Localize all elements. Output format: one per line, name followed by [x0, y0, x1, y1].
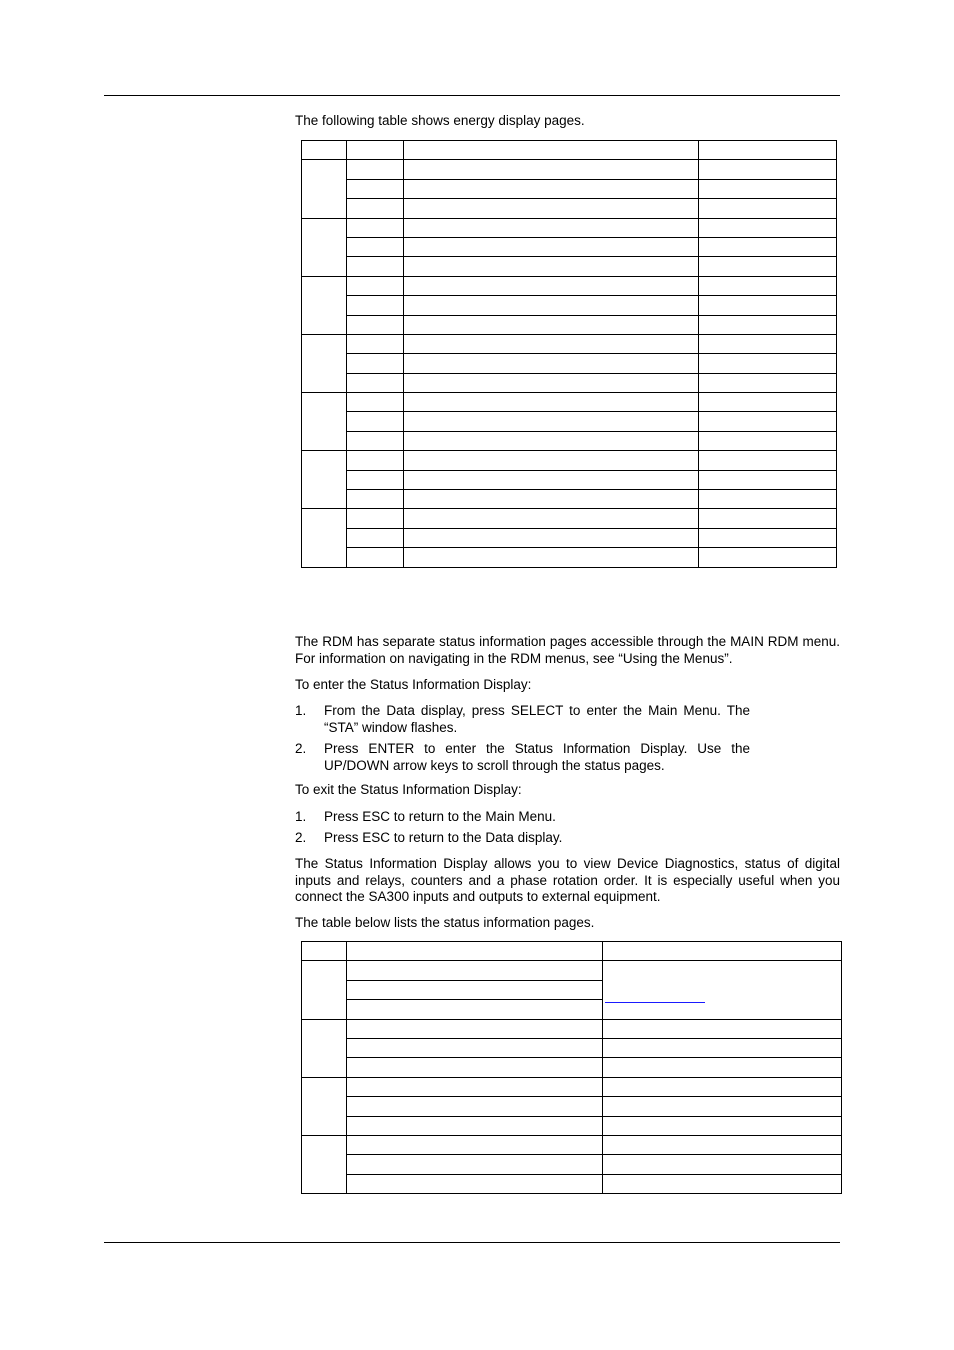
table-row	[302, 1019, 842, 1038]
exit-heading: To exit the Status Information Display:	[295, 782, 522, 797]
table-row	[302, 412, 837, 431]
step-number: 1.	[295, 809, 307, 824]
step-text: From the Data display, press SELECT to enter the Main Menu. The “STA” window flashes.	[324, 703, 750, 735]
exit-step-1	[295, 809, 750, 826]
table-row	[302, 276, 837, 295]
status-information-table	[301, 941, 842, 1194]
table-row	[302, 431, 837, 450]
step-text: Press ESC to return to the Data display.	[324, 830, 563, 845]
cross-reference-link[interactable]	[605, 1002, 705, 1003]
table-row	[302, 1077, 842, 1096]
exit-step-2	[295, 830, 750, 847]
enter-heading: To enter the Status Information Display:	[295, 677, 532, 692]
table-row	[302, 354, 837, 373]
footer-rule	[104, 1242, 840, 1243]
step-number: 1.	[295, 703, 307, 718]
table-row	[302, 179, 837, 198]
table-row	[302, 509, 837, 528]
table-row	[302, 1058, 842, 1077]
table-row	[302, 470, 837, 489]
table-row	[302, 1174, 842, 1193]
table-header-row	[302, 942, 842, 961]
table-row	[302, 237, 837, 256]
table-row	[302, 528, 837, 547]
table-row	[302, 1116, 842, 1135]
table-row	[302, 393, 837, 412]
table-row	[302, 218, 837, 237]
table-row	[302, 257, 837, 276]
table-row	[302, 199, 837, 218]
enter-step-1	[295, 703, 750, 736]
status-description-paragraph: The Status Information Display allows you to view Device Diagnostics, status of digital inputs and relays, counters and a phase rotation order. It is especially useful when you connect the SA300 inputs and outputs to external equipment.	[295, 856, 840, 904]
table-header-row	[302, 141, 837, 160]
table-row	[302, 334, 837, 353]
table-row	[302, 315, 837, 334]
table-row	[302, 490, 837, 509]
energy-table-caption: The following table shows energy display pages.	[295, 113, 585, 128]
step-number: 2.	[295, 830, 307, 845]
table-row	[302, 1135, 842, 1154]
merged-reference-cell	[603, 961, 842, 1019]
step-text: Press ENTER to enter the Status Information Display. Use the UP/DOWN arrow keys to scroll through the status pages.	[324, 741, 750, 773]
energy-display-table	[301, 140, 837, 568]
table-row	[302, 373, 837, 392]
step-text: Press ESC to return to the Main Menu.	[324, 809, 556, 824]
table-row	[302, 1038, 842, 1057]
table-row	[302, 1097, 842, 1116]
table-row	[302, 296, 837, 315]
status-intro-paragraph: The RDM has separate status information pages accessible through the MAIN RDM menu. For information on navigating in the RDM menus, see “Using the Menus”.	[295, 634, 840, 666]
status-table-caption: The table below lists the status information pages.	[295, 915, 595, 930]
table-row	[302, 961, 842, 980]
table-row	[302, 548, 837, 567]
table-row	[302, 160, 837, 179]
header-rule	[104, 95, 840, 96]
table-row	[302, 451, 837, 470]
enter-step-2	[295, 741, 750, 774]
table-row	[302, 1155, 842, 1174]
step-number: 2.	[295, 741, 307, 756]
